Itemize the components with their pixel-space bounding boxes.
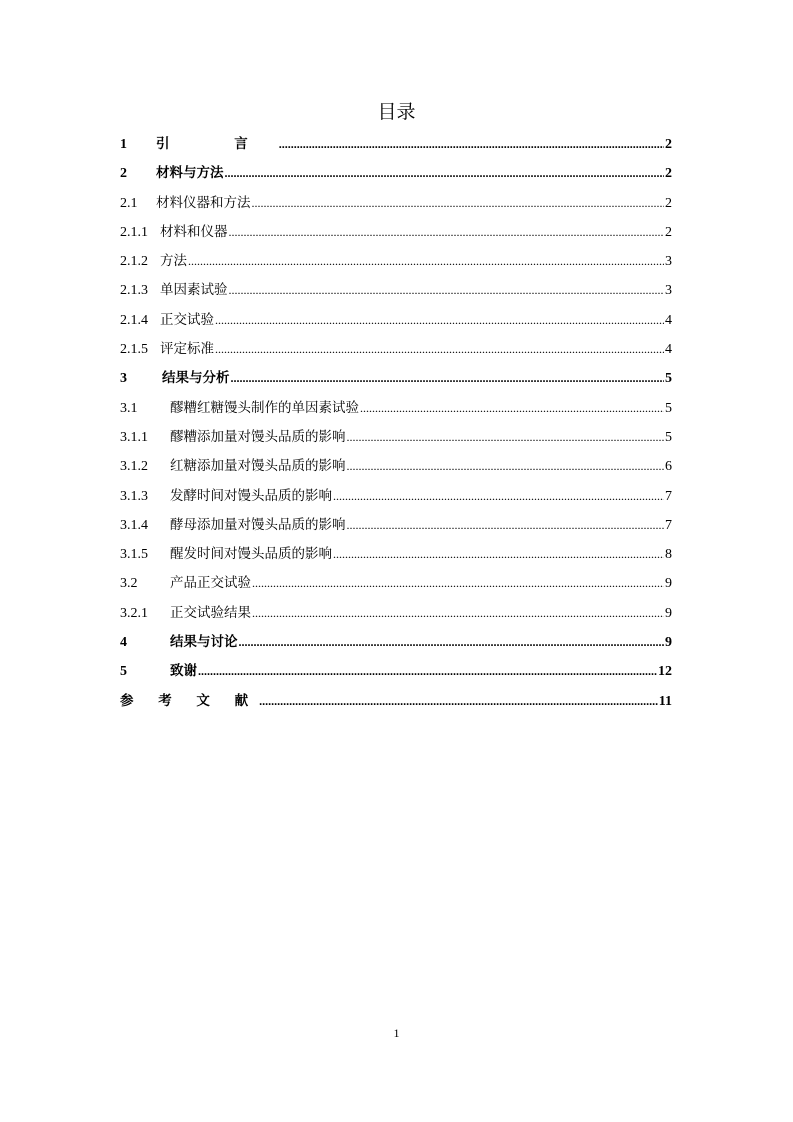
toc-label: 结果与分析 (162, 370, 230, 387)
toc-leader (347, 423, 665, 452)
toc-label: 产品正交试验 (170, 575, 251, 592)
toc-label: 方法 (160, 253, 187, 270)
toc-number: 2.1.4 (120, 312, 148, 328)
page-number-footer: 1 (393, 1026, 400, 1040)
toc-label: 醪糟红糖馒头制作的单因素试验 (170, 399, 359, 416)
toc-label: 材料和仪器 (160, 223, 228, 240)
toc-leader (333, 540, 664, 569)
toc-number: 2 (120, 166, 127, 182)
toc-leader (347, 511, 665, 540)
toc-entry-3-1-5[interactable] (120, 540, 672, 569)
toc-leader (229, 218, 665, 247)
toc-page-number: 7 (665, 517, 672, 533)
toc-leader (225, 159, 665, 188)
toc-leader (347, 452, 665, 481)
toc-label: 酵母添加量对馒头品质的影响 (170, 516, 346, 533)
toc-number: 3.1.3 (120, 488, 148, 504)
toc-leader (198, 657, 657, 686)
toc-label: 材料与方法 (156, 165, 224, 182)
toc-leader (252, 599, 664, 628)
toc-page-number: 7 (665, 488, 672, 504)
toc-entry-3-1-3[interactable] (120, 482, 672, 511)
toc-leader (188, 247, 664, 276)
toc-number: 4 (120, 635, 127, 651)
toc-page-number: 3 (665, 254, 672, 270)
toc-leader (229, 276, 665, 305)
toc-page-number: 3 (665, 283, 672, 299)
toc-entry-3-2-1[interactable] (120, 599, 672, 628)
toc-label: 材料仪器和方法 (156, 194, 251, 211)
toc-page-number: 2 (665, 137, 672, 152)
toc-number: 3 (120, 371, 127, 387)
toc-label: 单因素试验 (160, 282, 228, 299)
toc-number: 3.1.1 (120, 429, 148, 445)
toc-leader (360, 394, 664, 423)
toc-number: 3.2 (120, 576, 138, 592)
toc-page-number: 2 (665, 195, 672, 211)
toc-number: 2.1.5 (120, 342, 148, 358)
toc-label: 引 言 (156, 136, 278, 152)
toc-entry-1[interactable] (120, 130, 672, 159)
toc-page-number: 4 (665, 312, 672, 328)
toc-page-number: 8 (665, 547, 672, 563)
toc-label: 致谢 (170, 663, 197, 680)
toc-number: 3.1 (120, 400, 138, 416)
toc-number: 3.1.5 (120, 547, 148, 563)
toc-label: 醪糟添加量对馒头品质的影响 (170, 428, 346, 445)
toc-entry-3[interactable] (120, 364, 672, 393)
table-of-contents (120, 130, 672, 716)
toc-entry-2-1-4[interactable] (120, 306, 672, 335)
toc-entry-3-2[interactable] (120, 569, 672, 598)
toc-entry-references[interactable] (120, 687, 672, 716)
toc-leader (259, 687, 658, 716)
toc-entry-2-1[interactable] (120, 189, 672, 218)
toc-entry-2[interactable] (120, 159, 672, 188)
toc-label: 正交试验 (160, 311, 214, 328)
toc-entry-3-1-1[interactable] (120, 423, 672, 452)
toc-page-number: 9 (665, 605, 672, 621)
toc-leader (252, 569, 664, 598)
toc-entry-2-1-3[interactable] (120, 276, 672, 305)
toc-page-number: 5 (665, 400, 672, 416)
toc-page-number: 9 (665, 635, 672, 651)
toc-page-number: 2 (665, 224, 672, 240)
toc-number: 2.1 (120, 195, 138, 211)
toc-number: 2.1.3 (120, 283, 148, 299)
toc-page-number: 5 (665, 429, 672, 445)
toc-entry-3-1-2[interactable] (120, 452, 672, 481)
toc-leader (215, 335, 664, 364)
toc-label: 参 考 文 献 (120, 692, 259, 709)
toc-leader (215, 306, 664, 335)
toc-page-number: 6 (665, 459, 672, 475)
toc-page-number: 12 (658, 664, 672, 680)
toc-leader (231, 364, 665, 393)
toc-label: 醒发时间对馒头品质的影响 (170, 546, 332, 563)
toc-entry-2-1-1[interactable] (120, 218, 672, 247)
toc-label: 发酵时间对馒头品质的影响 (170, 487, 332, 504)
toc-label: 红糖添加量对馒头品质的影响 (170, 458, 346, 475)
toc-page-number: 5 (665, 371, 672, 387)
toc-number: 3.2.1 (120, 605, 148, 621)
toc-page-number: 4 (665, 342, 672, 358)
toc-label: 结果与讨论 (170, 634, 238, 651)
toc-number: 3.1.2 (120, 459, 148, 475)
toc-entry-2-1-2[interactable] (120, 247, 672, 276)
toc-leader (252, 189, 665, 218)
toc-entry-4[interactable] (120, 628, 672, 657)
toc-page-number: 9 (665, 576, 672, 592)
toc-page-number: 2 (665, 166, 672, 182)
toc-number: 3.1.4 (120, 517, 148, 533)
toc-leader (239, 628, 665, 657)
toc-entry-3-1-4[interactable] (120, 511, 672, 540)
toc-leader (333, 482, 664, 511)
toc-label: 评定标准 (160, 341, 214, 358)
toc-entry-2-1-5[interactable] (120, 335, 672, 364)
toc-page-number: 11 (658, 693, 672, 709)
toc-entry-5[interactable] (120, 657, 672, 686)
toc-number: 5 (120, 664, 127, 680)
toc-entry-3-1[interactable] (120, 394, 672, 423)
toc-number: 2.1.1 (120, 224, 148, 240)
toc-label: 正交试验结果 (170, 604, 251, 621)
toc-leader (279, 130, 664, 159)
toc-number: 2.1.2 (120, 254, 148, 270)
toc-number: 1 (120, 137, 127, 152)
page-title: 目录 (377, 101, 416, 123)
